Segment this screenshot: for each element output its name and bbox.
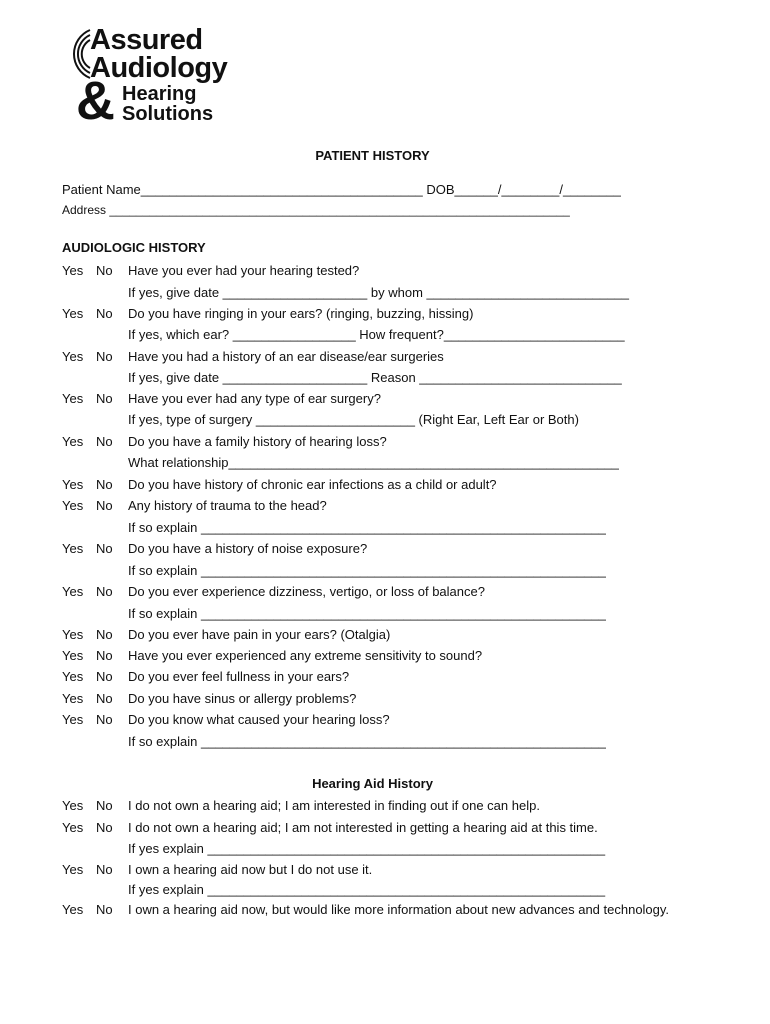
no-option[interactable]: No [96, 712, 113, 727]
yes-option[interactable]: Yes [62, 798, 84, 813]
no-option[interactable]: No [96, 820, 113, 835]
yes-option[interactable]: Yes [62, 584, 84, 599]
audiologic-history-heading: AUDIOLOGIC HISTORY [62, 240, 206, 255]
yes-option[interactable]: Yes [62, 349, 84, 364]
yes-option[interactable]: Yes [62, 902, 84, 917]
logo-text-assured: Assured [90, 24, 203, 56]
question-text: Do you have a history of noise exposure? [128, 541, 368, 556]
no-option[interactable]: No [96, 691, 113, 706]
no-option[interactable]: No [96, 862, 113, 877]
no-option[interactable]: No [96, 349, 113, 364]
followup-field[interactable]: If so explain ________________________________________________________ [128, 520, 606, 535]
question-text: Have you ever experienced any extreme sensitivity to sound? [128, 648, 483, 663]
yes-option[interactable]: Yes [62, 391, 84, 406]
question-text: Do you have a family history of hearing loss? [128, 434, 387, 449]
logo-text-solutions: Solutions [122, 103, 214, 125]
no-option[interactable]: No [96, 798, 113, 813]
followup-field[interactable]: What relationship______________________________________________________ [128, 455, 619, 470]
no-option[interactable]: No [96, 498, 113, 513]
followup-field[interactable]: If so explain ________________________________________________________ [128, 606, 606, 621]
yes-option[interactable]: Yes [62, 477, 84, 492]
yes-option[interactable]: Yes [62, 648, 84, 663]
followup-field[interactable]: If yes, give date ____________________ by whom ____________________________ [128, 285, 629, 300]
yes-option[interactable]: Yes [62, 691, 84, 706]
yes-option[interactable]: Yes [62, 263, 84, 278]
question-text: Do you have history of chronic ear infections as a child or adult? [128, 477, 497, 492]
question-text: Do you ever feel fullness in your ears? [128, 669, 350, 684]
followup-field[interactable]: If so explain ________________________________________________________ [128, 734, 606, 749]
company-logo [60, 24, 275, 131]
no-option[interactable]: No [96, 627, 113, 642]
followup-field[interactable]: If so explain ________________________________________________________ [128, 563, 606, 578]
question-text: Do you ever experience dizziness, vertigo, or loss of balance? [128, 584, 485, 599]
question-text: Do you ever have pain in your ears? (Otalgia) [128, 627, 391, 642]
yes-option[interactable]: Yes [62, 498, 84, 513]
followup-field[interactable]: If yes explain _______________________________________________________ [128, 841, 606, 856]
question-text: I do not own a hearing aid; I am interested in finding out if one can help. [128, 798, 540, 813]
question-text: I own a hearing aid now but I do not use it. [128, 862, 373, 877]
logo-text-audiology: Audiology [90, 52, 228, 84]
yes-option[interactable]: Yes [62, 434, 84, 449]
question-text: Any history of trauma to the head? [128, 498, 327, 513]
no-option[interactable]: No [96, 434, 113, 449]
question-text: Have you ever had any type of ear surgery? [128, 391, 381, 406]
followup-field[interactable]: If yes, which ear? _________________ How frequent?_________________________ [128, 327, 625, 342]
question-text: Have you had a history of an ear disease/ear surgeries [128, 349, 444, 364]
yes-option[interactable]: Yes [62, 862, 84, 877]
question-text: Do you have ringing in your ears? (ringing, buzzing, hissing) [128, 306, 474, 321]
followup-field[interactable]: If yes explain _______________________________________________________ [128, 882, 606, 897]
question-text: I own a hearing aid now, but would like more information about new advances and technology. [128, 902, 670, 917]
question-text: Have you ever had your hearing tested? [128, 263, 360, 278]
followup-field[interactable]: If yes, give date ____________________ Reason ____________________________ [128, 370, 622, 385]
no-option[interactable]: No [96, 263, 113, 278]
logo-text-hearing: Hearing [122, 83, 197, 105]
no-option[interactable]: No [96, 541, 113, 556]
question-text: Do you know what caused your hearing loss? [128, 712, 390, 727]
question-text: I do not own a hearing aid; I am not interested in getting a hearing aid at this time. [128, 820, 598, 835]
yes-option[interactable]: Yes [62, 627, 84, 642]
logo-ampersand: & [76, 71, 115, 131]
hearing-aid-history-heading: Hearing Aid History [312, 776, 433, 791]
yes-option[interactable]: Yes [62, 306, 84, 321]
no-option[interactable]: No [96, 902, 113, 917]
no-option[interactable]: No [96, 584, 113, 599]
no-option[interactable]: No [96, 669, 113, 684]
yes-option[interactable]: Yes [62, 669, 84, 684]
followup-field[interactable]: If yes, type of surgery ______________________ (Right Ear, Left Ear or Both) [128, 412, 579, 427]
no-option[interactable]: No [96, 477, 113, 492]
no-option[interactable]: No [96, 648, 113, 663]
no-option[interactable]: No [96, 391, 113, 406]
yes-option[interactable]: Yes [62, 712, 84, 727]
address-field[interactable]: Address _____________________________________________________________________ [62, 203, 570, 217]
no-option[interactable]: No [96, 306, 113, 321]
question-text: Do you have sinus or allergy problems? [128, 691, 357, 706]
yes-option[interactable]: Yes [62, 541, 84, 556]
page-title: PATIENT HISTORY [315, 148, 430, 163]
patient-name-dob-field[interactable]: Patient Name_______________________________________ DOB______/________/________ [62, 182, 621, 197]
yes-option[interactable]: Yes [62, 820, 84, 835]
